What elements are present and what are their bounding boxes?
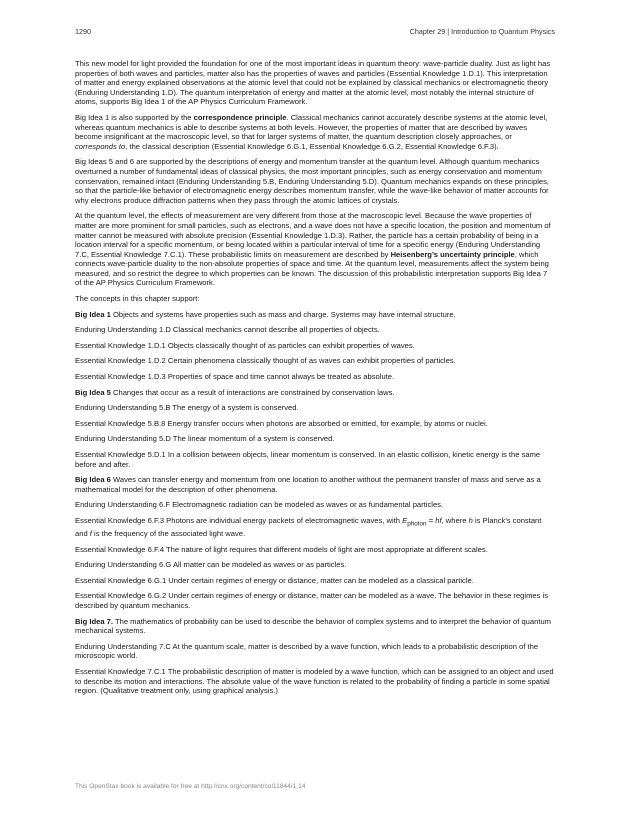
list-item: Big Idea 7. The mathematics of probability can be used to describe the behavior of complex systems and to interpret the behavior of quantum mechanical systems. [75, 616, 551, 636]
list-item: Enduring Understanding 5.D The linear momentum of a system is conserved. [75, 434, 335, 444]
list-item: Essential Knowledge 1.D.1 Objects classically thought of as particles can exhibit properties of waves. [75, 340, 415, 350]
correspondence-principle-term: correspondence principle [193, 112, 287, 122]
list-item: Big Idea 1 Objects and systems have properties such as mass and charge. Systems may have internal structure. [75, 309, 456, 319]
list-item: Enduring Understanding 5.B The energy of a system is conserved. [75, 403, 299, 413]
list-item: Essential Knowledge 7.C.1 The probabilistic description of matter is modeled by a wave function, which can be assigned to an object and used to describe its motion and interactions. The absolute value of the wave function is related to the probability of finding a particle in some spatial region. (Qualitative treatment only, using graphical analysis.) [75, 667, 554, 696]
chapter-title: Chapter 29 | Introduction to Quantum Physics [409, 27, 555, 36]
list-item: Essential Knowledge 6.F.4 The nature of light requires that different models of light are most appropriate at different scales. [75, 544, 488, 554]
list-item: Big Idea 6 Waves can transfer energy and momentum from one location to another without the permanent transfer of mass and serve as a mathematical model for the description of other phenomena. [75, 475, 541, 494]
list-item: Enduring Understanding 7.C At the quantum scale, matter is described by a wave function, which leads to a probabilistic description of the microscopic world. [75, 641, 539, 661]
list-item: Essential Knowledge 1.D.3 Properties of space and time cannot always be treated as absolute. [75, 372, 395, 382]
list-item: Big Idea 5 Changes that occur as a result of interactions are constrained by conservation laws. [75, 387, 395, 397]
list-item: Essential Knowledge 5.B.8 Energy transfer occurs when photons are absorbed or emitted, for example, by atoms or nuclei. [75, 418, 488, 428]
page-number: 1290 [75, 27, 91, 36]
list-item: Essential Knowledge 6.G.1 Under certain regimes of energy or distance, matter can be modeled as a classical particle. [75, 575, 474, 585]
concepts-intro: The concepts in this chapter support: [75, 294, 200, 304]
list-item: Enduring Understanding 6.G All matter can be modeled as waves or as particles. [75, 560, 347, 570]
page-body [75, 59, 555, 702]
list-item: Essential Knowledge 6.G.2 Under certain regimes of energy or distance, matter can be modeled as a wave. The behavior in these regimes is described by quantum mechanics. [75, 591, 549, 611]
page-header [75, 27, 555, 39]
list-item: Essential Knowledge 6.F.3 Photons are individual energy packets of electromagnetic waves, with $E_{photon}$ = hf, where h is Planck's constant and f is the frequency of the associated light wave. [75, 515, 542, 539]
list-item: Essential Knowledge 5.D.1 In a collision between objects, linear momentum is conserved. In an elastic collision, kinetic energy is the same before and after. [75, 450, 541, 469]
list-item: Enduring Understanding 6.F Electromagnetic radiation can be modeled as waves or as fundamental particles. [75, 500, 444, 510]
measurement-paragraph: At the quantum level, the effects of measurement are very different from those at the macroscopic level. Because the wave properties of matter are more prominent for small particles, such as electrons, and a wave does not have a specific location, the position and momentum of matter cannot be measured with absolute precision (Essential Knowledge 1.D.3). Rather, the particle has a certain probability of being in a location interval for a specific momentum, or being located within a particular interval of time for a specific energy (Enduring Understanding 7.C, Essential Knowledge 7.C.1). These probabilistic limits on measurement are described by Heisenberg’s uncertainty principle, which connects wave-particle duality to the non-absolute properties of space and time. At the quantum level, measurements affect the system being measured, and so restrict the degree to which properties can be known. The discussion of this probabilistic interpretation supports Big Idea 7 of the AP Physics Curriculum Framework. [75, 211, 551, 288]
page-footer: This OpenStax book is available for free at http://cnx.org/content/col11844/1.14 [75, 783, 306, 790]
correspondence-paragraph: Big Idea 1 is also supported by the correspondence principle. Classical mechanics cannot accurately describe systems at the atomic level, whereas quantum mechanics is able to describe systems at both levels. However, the properties of matter that are described by waves become insignificant at the macroscopic level, so that for larger systems of matter, the quantum description closely approaches, or corresponds to, the classical description (Essential Knowledge 6.G.1, Essential Knowledge 6.G.2, Essential Knowledge 6.F.3). [75, 112, 548, 151]
list-item: Essential Knowledge 1.D.2 Certain phenomena classically thought of as waves can exhibit properties of particles. [75, 356, 456, 366]
big-ideas-paragraph: Big Ideas 5 and 6 are supported by the descriptions of energy and momentum transfer at the quantum level. Although quantum mechanics overturned a number of fundamental ideas of classical physics, the most important principles, such as energy conservation and momentum conservation, remained intact (Enduring Understanding 5.B, Enduring Understanding 5.D). Quantum mechanics expands on these principles, so that the particle-like behavior of electromagnetic energy describes momentum transfer, while the wave-like behavior of matter accounts for why electrons produce diffraction patterns when they pass through the atomic lattices of crystals. [75, 157, 550, 205]
uncertainty-principle-term: Heisenberg’s uncertainty principle [390, 249, 515, 259]
list-item: Enduring Understanding 1.D Classical mechanics cannot describe all properties of objects. [75, 325, 380, 335]
intro-paragraph: This new model for light provided the foundation for one of the most important ideas in quantum theory: wave-particle duality. Just as light has properties of both waves and particles, matter also has the properties of waves and particles (Essential Knowledge 1.D.1). This interpretation of matter and energy explained observations at the atomic level that could not be explained by classical mechanics or electromagnetic theory (Enduring Understanding 1.D). The quantum interpretation of energy and matter at the atomic level, most notably the internal structure of atoms, supports Big Idea 1 of the AP Physics Curriculum Framework. [75, 59, 551, 107]
